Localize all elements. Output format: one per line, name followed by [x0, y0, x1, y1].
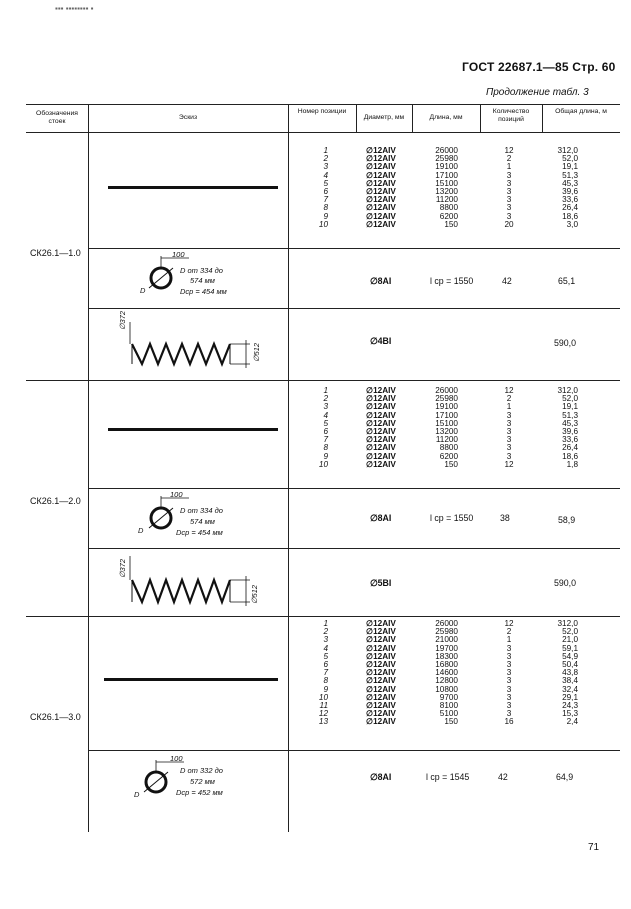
ring-note-3: Dср = 452 мм [176, 788, 223, 797]
spiral-diameter: ∅5BI [370, 578, 392, 588]
ring-note-2: 572 мм [190, 777, 215, 786]
diameter-list: ∅12AIV ∅12AIV ∅12AIV ∅12AIV ∅12AIV ∅12AIV ∅12AIV ∅12AIV ∅12AIV ∅12AIV [366, 146, 396, 229]
ring-qty: 42 [502, 276, 512, 286]
rod-sketch [108, 186, 278, 189]
spiral-dim-a: ∅372 [118, 310, 127, 330]
col-header-qty: Количество позиций [492, 108, 530, 123]
header-bottom-border [26, 132, 620, 133]
diameter-list: ∅12AIV ∅12AIV ∅12AIV ∅12AIV ∅12AIV ∅12AIV ∅12AIV ∅12AIV ∅12AIV ∅12AIV ∅12AIV ∅12AIV ∅12AIV [366, 619, 396, 727]
row-divider [88, 308, 620, 309]
length-list: 26000 25980 19100 17100 15100 13200 11200 8800 6200 150 [435, 386, 458, 469]
col-divider-qty [542, 104, 543, 132]
ring-length: l ср = 1550 [430, 513, 474, 523]
ring-qty: 42 [498, 772, 508, 782]
spiral-sketch [118, 322, 268, 372]
ring-note-1: D от 334 до [180, 266, 223, 275]
ring-d-label: D [134, 790, 140, 799]
ring-d-label: D [138, 526, 144, 535]
row-divider [88, 548, 620, 549]
group-designation: СК26.1—1.0 [30, 248, 81, 258]
position-list: 1 2 3 4 5 6 7 8 9 10 11 12 13 [318, 619, 328, 727]
length-list: 26000 25980 21000 19700 18300 16800 14600 12800 10800 9700 8100 5100 150 [435, 619, 458, 727]
page-number: 71 [588, 842, 600, 853]
diameter-list: ∅12AIV ∅12AIV ∅12AIV ∅12AIV ∅12AIV ∅12AIV ∅12AIV ∅12AIV ∅12AIV ∅12AIV [366, 386, 396, 469]
qty-list: 12 2 1 3 3 3 3 3 3 3 3 3 16 [504, 619, 514, 727]
col-header-position: Номер позиции [297, 108, 347, 115]
rod-sketch [104, 678, 278, 681]
spiral-diameter: ∅4BI [370, 336, 392, 346]
rod-sketch [108, 428, 278, 431]
ring-note-3: Dср = 454 мм [176, 528, 223, 537]
group-designation: СК26.1—3.0 [30, 712, 81, 722]
ring-diameter: ∅8AI [370, 772, 392, 782]
ring-total: 58,9 [558, 515, 576, 525]
total-length-list: 312,0 52,0 19,1 51,3 45,3 39,6 33,6 26,4 18,6 3,0 [557, 146, 578, 229]
col-header-designation: Обозначения стоек [36, 110, 78, 125]
table-continuation-label: Продолжение табл. 3 [486, 87, 589, 98]
ring-note-1: D от 332 до [180, 766, 223, 775]
ring-dim: 100 [170, 490, 183, 499]
ring-diameter: ∅8AI [370, 513, 392, 523]
top-scan-mark: ▪▪▪ ▪▪▪▪▪▪▪▪ ▪ [55, 4, 94, 13]
spiral-total: 590,0 [554, 578, 577, 588]
total-length-list: 312,0 52,0 21,0 59,1 54,9 50,4 43,8 38,4 32,4 29,1 24,3 15,3 2,4 [557, 619, 578, 727]
col-header-length: Длина, мм [429, 114, 463, 121]
qty-list: 12 2 1 3 3 3 3 3 3 12 [504, 386, 514, 469]
group-divider [26, 616, 620, 617]
col-divider-length [480, 104, 481, 132]
col-header-total-length: Общая длина, м [555, 108, 607, 115]
spiral-dim-b: ∅512 [250, 584, 259, 604]
group-divider [26, 380, 620, 381]
ring-note-2: 574 мм [190, 517, 215, 526]
ring-dim: 100 [170, 754, 183, 763]
ring-length: l ср = 1545 [426, 772, 470, 782]
row-divider [88, 750, 620, 751]
ring-qty: 38 [500, 513, 510, 523]
spiral-total: 590,0 [554, 338, 577, 348]
ring-dim: 100 [172, 250, 185, 259]
col-divider-diameter [412, 104, 413, 132]
ring-note-1: D от 334 до [180, 506, 223, 515]
row-divider [88, 488, 620, 489]
total-length-list: 312,0 52,0 19,1 51,3 45,3 39,6 33,6 26,4 18,6 1,8 [557, 386, 578, 469]
standard-title: ГОСТ 22687.1—85 Стр. 60 [462, 60, 616, 74]
ring-note-3: Dср = 454 мм [180, 287, 227, 296]
spiral-dim-b: ∅512 [252, 342, 261, 362]
ring-length: l ср = 1550 [430, 276, 474, 286]
ring-total: 64,9 [556, 772, 574, 782]
position-list: 1 2 3 4 5 6 7 8 9 10 [318, 146, 328, 229]
qty-list: 12 2 1 3 3 3 3 3 3 20 [504, 146, 514, 229]
col-header-diameter: Диаметр, мм [363, 114, 405, 121]
spiral-sketch [118, 556, 268, 612]
group-designation: СК26.1—2.0 [30, 496, 81, 506]
position-list: 1 2 3 4 5 6 7 8 9 10 [318, 386, 328, 469]
col-divider-designation [88, 104, 89, 832]
table-top-border [26, 104, 620, 105]
ring-d-label: D [140, 286, 146, 295]
col-divider-position [356, 104, 357, 132]
ring-total: 65,1 [558, 276, 576, 286]
ring-note-2: 574 мм [190, 276, 215, 285]
row-divider [88, 248, 620, 249]
col-divider-sketch [288, 104, 289, 832]
length-list: 26000 25980 19100 17100 15100 13200 11200 8800 6200 150 [435, 146, 458, 229]
spiral-dim-a: ∅372 [118, 558, 127, 578]
col-header-sketch: Эскиз [178, 114, 198, 121]
ring-diameter: ∅8AI [370, 276, 392, 286]
